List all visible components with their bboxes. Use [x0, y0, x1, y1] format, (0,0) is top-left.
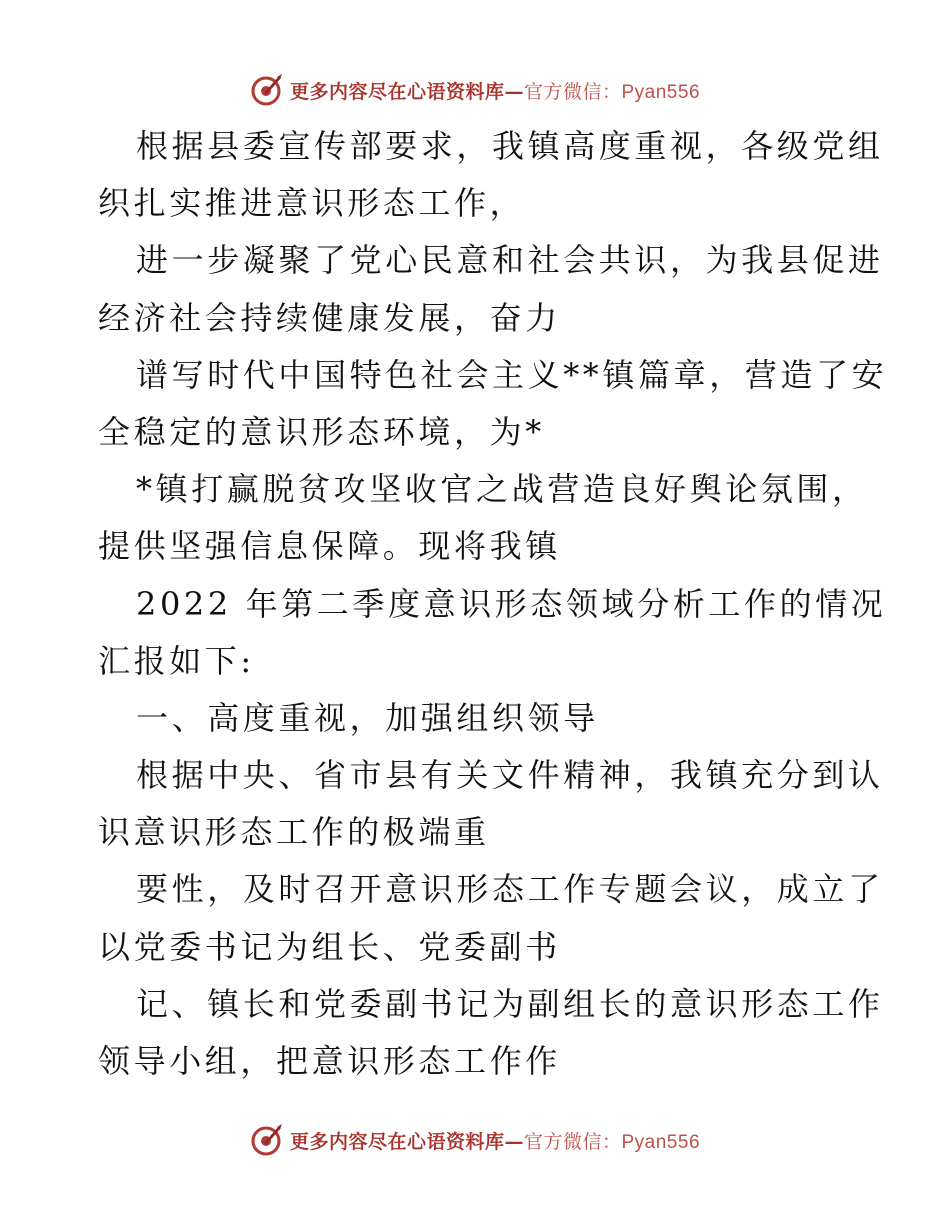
banner-text-main: 更多内容尽在心语资料库— [289, 80, 524, 103]
banner-wechat: 官方微信：Pyan556 [524, 81, 701, 103]
text-line: *镇打赢脱贫攻坚收官之战营造良好舆论氛围， [136, 470, 868, 509]
text-line: 谱写时代中国特色社会主义**镇篇章，营造了安 [136, 355, 888, 394]
text-line: 领导小组，把意识形态工作作 [98, 1042, 561, 1080]
text-line: 根据县委宣传部要求，我镇高度重视，各级党组 [136, 127, 884, 165]
text-line: 经济社会持续健康发展，奋力 [98, 298, 561, 337]
text-line: 全稳定的意识形态环境，为* [98, 412, 545, 451]
text-line: 汇报如下: [98, 641, 255, 680]
document-body [98, 118, 888, 1090]
banner-text [290, 77, 700, 104]
text-line: 织扎实推进意识形态工作， [98, 184, 526, 223]
banner-wechat: 官方微信：Pyan556 [524, 1131, 701, 1153]
text-line: 进一步凝聚了党心民意和社会共识，为我县促进 [136, 241, 884, 280]
header-banner [0, 70, 950, 110]
quill-seal-icon [250, 73, 284, 107]
footer-banner [0, 1120, 950, 1160]
text-line: 根据中央、省市县有关文件精神，我镇充分到认 [136, 756, 884, 795]
text-line: 以党委书记为组长、党委副书 [98, 927, 561, 966]
quill-seal-icon [250, 1123, 284, 1157]
text-line: 识意识形态工作的极端重 [98, 813, 490, 852]
banner-text-main: 更多内容尽在心语资料库— [289, 1130, 524, 1153]
text-line: 一、高度重视，加强组织领导 [136, 698, 599, 737]
text-line: 要性，及时召开意识形态工作专题会议，成立了 [136, 870, 884, 909]
banner-text [290, 1127, 700, 1154]
text-line: 记、镇长和党委副书记为副组长的意识形态工作 [136, 984, 884, 1023]
text-line: 2022 年第二季度意识形态领域分析工作的情况 [136, 584, 887, 623]
text-line: 提供坚强信息保障。现将我镇 [98, 527, 561, 566]
